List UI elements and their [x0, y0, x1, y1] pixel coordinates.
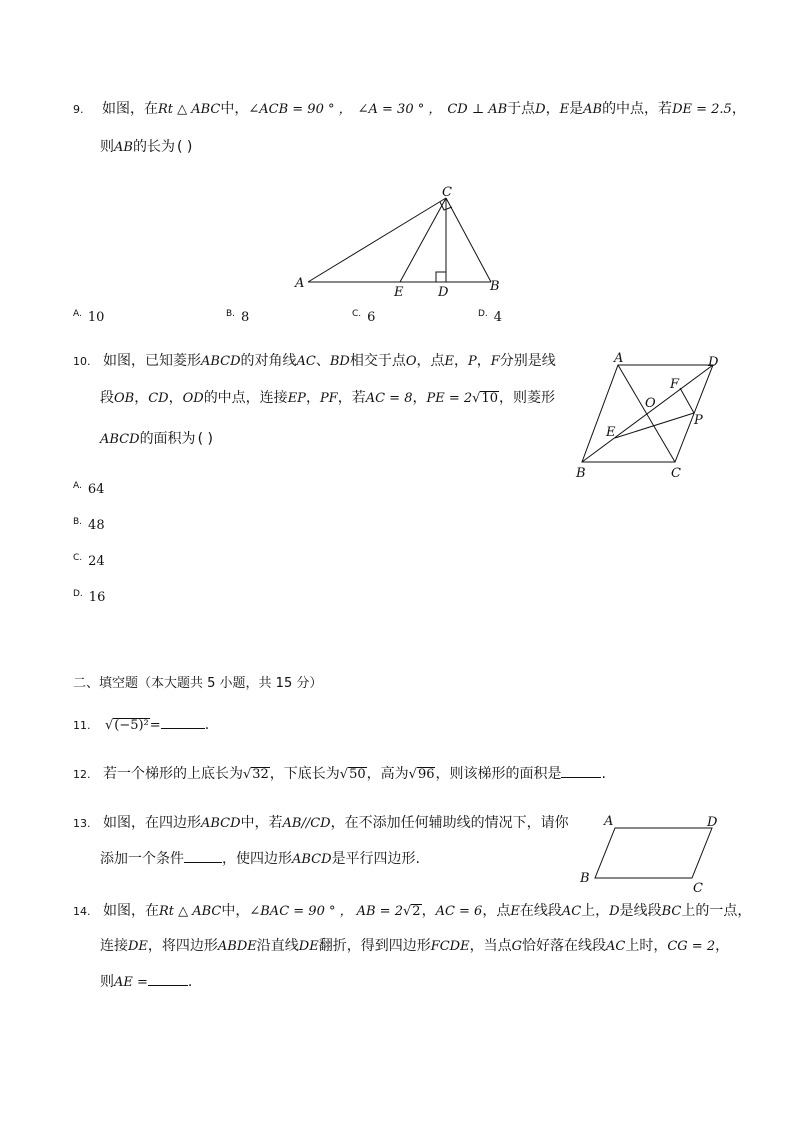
q9-option-d[interactable] — [478, 304, 503, 325]
q10-cond-ac: AC = 8 — [365, 391, 413, 406]
q9-label-e: E — [394, 285, 404, 300]
q10-option-b[interactable] — [73, 512, 105, 533]
q10-seg-ob: OB — [114, 391, 135, 406]
q14-end: . — [187, 974, 193, 990]
q9-option-c[interactable] — [352, 304, 376, 325]
q9-line-ce — [400, 198, 446, 282]
q14-text: 中， — [221, 903, 250, 919]
q10-text: ， — [305, 390, 320, 406]
q9-text: 中， — [220, 101, 249, 117]
q14-text: ，当点 — [469, 938, 512, 954]
q10-label-a: A — [614, 351, 624, 366]
q13-line1 — [73, 812, 569, 832]
q14-text: 上时， — [625, 938, 668, 954]
q9-text: 的长为 — [132, 139, 175, 155]
q9-text: 于点 — [507, 101, 536, 117]
q9-cond-perp: CD ⊥ AB — [447, 102, 508, 117]
q14-seg-ac: AC — [605, 939, 626, 954]
q12-sqrt-height: 96 — [417, 767, 435, 782]
q12-text: ，下底长为 — [269, 766, 340, 782]
q9-label-a: A — [295, 276, 305, 291]
q9-option-value: 6 — [367, 310, 376, 325]
q14-number: 14. — [73, 905, 91, 918]
q14-line3 — [100, 971, 192, 991]
q9-number: 9. — [73, 103, 84, 116]
q10-text: ，若 — [337, 390, 366, 406]
q10-seg-pf: PF — [319, 391, 338, 406]
q9-text: 则 — [100, 139, 114, 155]
q13-text: ，使四边形 — [222, 851, 292, 867]
q12-number: 12. — [73, 768, 91, 781]
q14-quad-fcde: FCDE — [430, 939, 470, 954]
q9-option-a[interactable] — [73, 304, 105, 325]
q11-number: 11. — [73, 719, 91, 732]
q9-triangle: Rt △ ABC — [157, 102, 221, 117]
q11-line: 11. √(−5)²= . — [73, 717, 210, 733]
q10-option-c[interactable] — [73, 548, 105, 569]
q9-cond-angle-a: ∠A = 30 ° ， — [357, 102, 442, 117]
q14-line1: 14. 如图，在Rt △ ABC中，∠BAC = 90 ° ， AB = 2√2，AC = 6，点E在线段AC上，D是线段BC上的一点， — [73, 903, 752, 919]
q10-option-letter: D. — [73, 589, 83, 599]
q10-seg-ep: EP — [287, 391, 306, 406]
q9-option-value: 8 — [241, 310, 250, 325]
q14-quad-abde: ABDE — [217, 939, 257, 954]
q10-text: ， — [168, 390, 183, 406]
q10-text: 相交于点 — [349, 353, 406, 369]
q9-label-c: C — [442, 185, 452, 200]
q10-number: 10. — [73, 355, 91, 368]
q11-answer-blank[interactable] — [161, 716, 205, 729]
q10-seg-pf-line — [680, 388, 694, 413]
q13-number: 13. — [73, 817, 91, 830]
q10-text: 的中点，连接 — [203, 390, 288, 406]
q10-point-o: O — [405, 354, 417, 369]
q12-sqrt-lower: 50 — [349, 767, 366, 782]
q13-label-a: A — [604, 814, 614, 829]
q13-cond-parallel: AB//CD — [282, 816, 331, 831]
q14-text: 沿直线 — [256, 938, 299, 954]
q10-option-letter: B. — [73, 517, 83, 527]
q10-text: 分别是线 — [499, 353, 556, 369]
q9-option-value: 4 — [493, 310, 503, 325]
q10-text: 段 — [100, 390, 114, 406]
q10-diag-ac — [618, 365, 675, 462]
q9-line1 — [73, 98, 746, 118]
q10-seg-ep-line — [615, 413, 694, 438]
q13-answer-blank[interactable] — [184, 850, 222, 863]
q14-seg-ae: AE = — [114, 975, 148, 990]
q14-point-e: E — [510, 904, 520, 919]
q9-figure — [290, 180, 510, 300]
q10-point-p: P — [468, 354, 477, 369]
q11-end: . — [204, 717, 210, 733]
q10-seg-ac: AC — [296, 354, 316, 369]
q13-quad: ABCD — [200, 816, 241, 831]
q10-text: 的对角线 — [240, 353, 297, 369]
q13-text: ，在不添加任何辅助线的情况下，请你 — [330, 815, 569, 831]
q14-line2 — [100, 935, 729, 955]
q9-option-b[interactable] — [226, 304, 250, 325]
q9-right-angle-d — [436, 272, 446, 282]
q9-line-ac — [308, 198, 446, 282]
q9-seg-ab: AB — [583, 102, 603, 117]
q10-label-d: D — [708, 355, 719, 370]
q10-cond-pe: PE = 2 — [426, 391, 473, 406]
q14-text: 如图，在 — [102, 903, 159, 919]
q12-text: ，高为 — [366, 766, 409, 782]
q9-point-e: E — [559, 102, 570, 117]
q14-text: 翻折，得到四边形 — [318, 938, 431, 954]
q10-text: 如图，已知菱形 — [102, 353, 201, 369]
q13-line2 — [100, 848, 420, 868]
q9-point-d: D — [535, 102, 546, 117]
q10-text: ， — [476, 353, 491, 369]
q13-text: 是平行四边形. — [331, 851, 421, 867]
q14-text: ，点 — [482, 903, 511, 919]
q10-answer-paren: ( ) — [197, 431, 213, 447]
q13-label-d: D — [707, 815, 718, 830]
q14-text: ， — [421, 903, 436, 919]
q13-label-b: B — [580, 871, 590, 886]
q10-text: 、 — [315, 353, 330, 369]
q10-sqrt-value: 10 — [481, 391, 498, 406]
q14-seg-bc: BC — [661, 904, 682, 919]
q13-label-c: C — [693, 881, 703, 896]
q9-option-letter: B. — [226, 309, 236, 319]
q14-cond-ac: AC = 6 — [435, 904, 483, 919]
q10-label-f: F — [670, 377, 680, 392]
q13-text: 中，若 — [240, 815, 283, 831]
q14-seg-ac: AC — [561, 904, 582, 919]
q10-rhombus: ABCD — [200, 354, 241, 369]
q9-line2 — [100, 136, 192, 156]
q10-line1 — [73, 350, 556, 370]
q10-option-d[interactable] — [73, 584, 106, 605]
q10-point-f: F — [490, 354, 500, 369]
q10-label-c: C — [671, 466, 681, 481]
q9-option-letter: D. — [478, 309, 488, 319]
q10-seg-bd: BD — [329, 354, 350, 369]
q10-option-a[interactable] — [73, 476, 105, 497]
q13-text: 如图，在四边形 — [102, 815, 201, 831]
q9-label-b: B — [490, 279, 500, 294]
q14-point-d: D — [609, 904, 620, 919]
q14-text: 是线段 — [619, 903, 662, 919]
q9-cond-angle-acb: ∠ACB = 90 ° ， — [248, 102, 352, 117]
q14-sqrt-value: 2 — [412, 904, 421, 919]
q10-text: ，则菱形 — [499, 390, 555, 406]
q14-answer-blank[interactable] — [148, 973, 188, 986]
q10-line2: 段OB，CD，OD的中点，连接EP，PF，若AC = 8，PE = 2√10，则菱形 — [100, 390, 555, 406]
q9-text: ， — [545, 101, 560, 117]
q13-figure — [575, 810, 725, 896]
q14-text: 连接 — [100, 938, 128, 954]
q12-line: 12. 若一个梯形的上底长为√32，下底长为√50，高为√96，则该梯形的面积是 . — [73, 766, 606, 782]
q10-text: ，点 — [416, 353, 445, 369]
q14-text: 则 — [100, 974, 114, 990]
q9-cond-de: DE = 2.5 — [672, 102, 732, 117]
q11-sqrt-value: (−5)² — [114, 718, 149, 733]
section-title: 二、填空题（本大题共 5 小题，共 15 分） — [73, 676, 323, 691]
q10-seg-cd: CD — [148, 391, 169, 406]
q14-text: ， — [715, 938, 730, 954]
q14-cond-angle: ∠BAC = 90 ° ， — [249, 904, 353, 919]
q10-option-value: 16 — [88, 590, 106, 605]
q10-figure — [570, 348, 730, 484]
q12-text: 若一个梯形的上底长为 — [102, 766, 243, 782]
q14-text: 在线段 — [519, 903, 562, 919]
q14-text: 上的一点， — [681, 903, 752, 919]
q10-option-value: 48 — [88, 518, 105, 533]
q10-label-e: E — [606, 425, 616, 440]
q10-option-value: 24 — [88, 554, 105, 569]
q10-line3 — [100, 428, 213, 448]
q9-answer-paren: ( ) — [176, 139, 193, 155]
q14-point-g: G — [511, 939, 522, 954]
q10-text: 的面积为 — [139, 431, 196, 447]
q14-seg-de: DE — [128, 939, 148, 954]
q14-triangle: Rt △ ABC — [158, 904, 222, 919]
q9-option-letter: C. — [352, 309, 362, 319]
q9-text: 的中点，若 — [602, 101, 673, 117]
q13-quad: ABCD — [292, 852, 332, 867]
q10-option-letter: C. — [73, 553, 83, 563]
q9-text: 如图，在 — [101, 101, 158, 117]
q10-label-p: P — [694, 413, 703, 428]
q14-text: 恰好落在线段 — [521, 938, 606, 954]
q14-text: ，将四边形 — [147, 938, 218, 954]
q10-seg-od: OD — [182, 391, 204, 406]
q9-text: ， — [731, 101, 746, 117]
q10-text: ， — [134, 390, 149, 406]
q12-text: ，则该梯形的面积是 — [435, 766, 562, 782]
q10-text: ， — [454, 353, 469, 369]
q10-label-b: B — [576, 466, 586, 481]
q12-sqrt-upper: 32 — [252, 767, 269, 782]
q9-line-bc — [446, 198, 491, 282]
q10-point-e: E — [444, 354, 455, 369]
q14-seg-de: DE — [298, 939, 319, 954]
q13-parallelogram — [595, 828, 712, 878]
q10-label-o: O — [645, 396, 656, 411]
q14-text: 上， — [581, 903, 610, 919]
q14-cond-cg: CG = 2 — [667, 939, 716, 954]
q12-answer-blank[interactable] — [561, 765, 601, 778]
q9-text: 是 — [569, 101, 584, 117]
q9-option-value: 10 — [87, 310, 105, 325]
q10-option-value: 64 — [87, 482, 105, 497]
q11-equals: = — [149, 718, 161, 733]
q12-end: . — [601, 766, 606, 782]
q10-rhombus: ABCD — [100, 432, 140, 447]
q10-text: ， — [412, 390, 427, 406]
q9-seg-ab: AB — [114, 140, 133, 155]
q9-option-letter: A. — [73, 309, 82, 319]
q13-text: 添加一个条件 — [100, 851, 184, 867]
q9-label-d: D — [438, 285, 449, 300]
q10-option-letter: A. — [73, 481, 82, 491]
q14-cond-ab: AB = 2 — [356, 904, 403, 919]
